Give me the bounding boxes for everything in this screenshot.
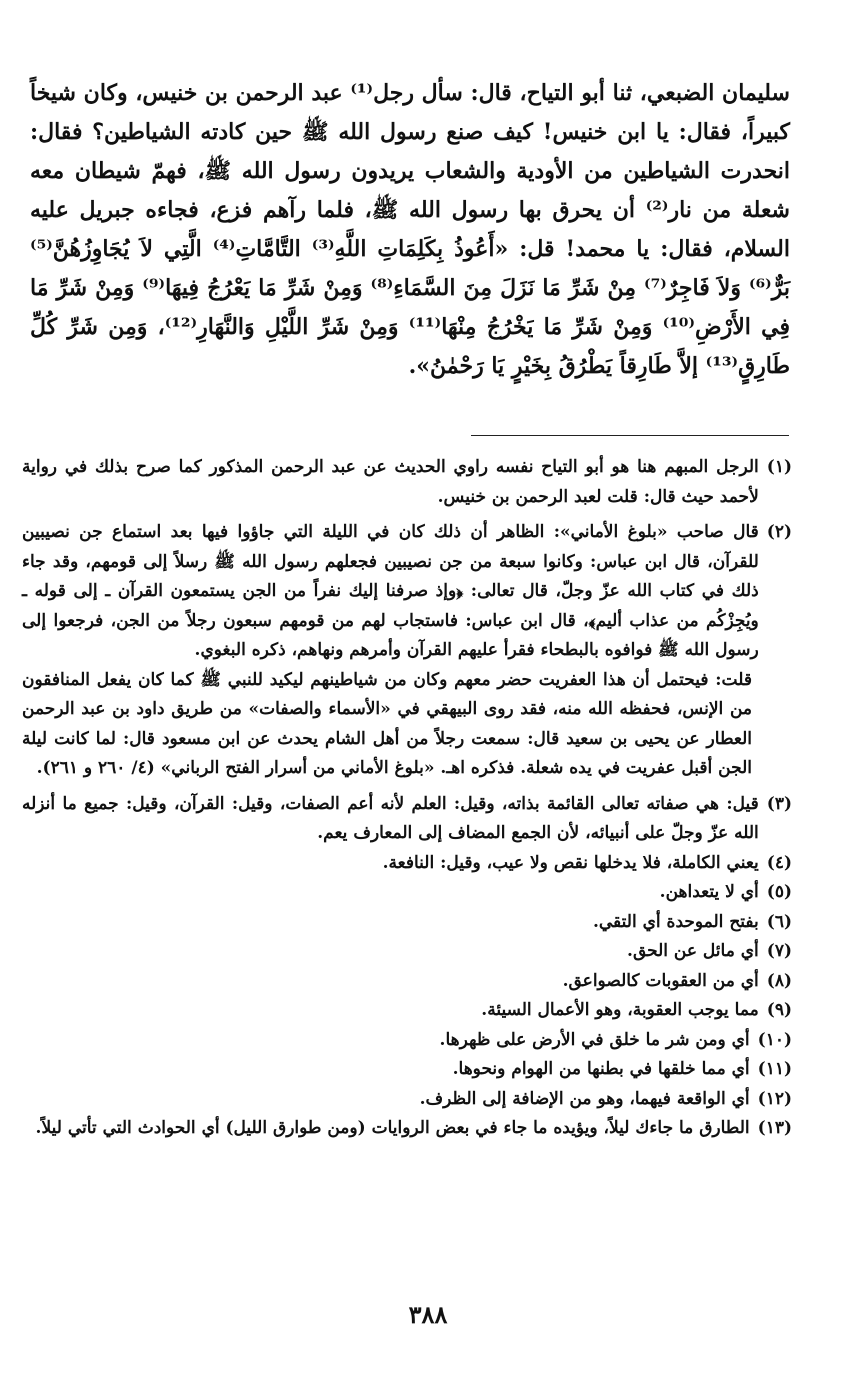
footnote-12 bbox=[22, 1085, 792, 1115]
footnote-number: (٩) bbox=[766, 1000, 792, 1020]
footnote-11 bbox=[22, 1055, 792, 1085]
footnote-text: أي لا يتعداهن. bbox=[659, 882, 759, 902]
footnote-10 bbox=[22, 1026, 792, 1056]
footnote-text: أي من العقوبات كالصواعق. bbox=[562, 970, 759, 991]
footnote-9 bbox=[22, 996, 792, 1026]
footnote-5 bbox=[22, 878, 792, 908]
footnote-13 bbox=[22, 1114, 792, 1144]
footnote-2 bbox=[22, 518, 792, 666]
footnote-8 bbox=[22, 967, 792, 997]
footnote-text: أي مما خلقها في بطنها من الهوام ونحوها. bbox=[452, 1059, 750, 1079]
footnote-number: (١٣) bbox=[757, 1118, 792, 1138]
footnote-text: أي الواقعة فيهما، وهو من الإضافة إلى الظرف. bbox=[419, 1088, 750, 1109]
footnote-2-continuation: قلت: فيحتمل أن هذا العفريت حضر معهم وكان من شياطينهم ليكيد للنبي ﷺ كما كان يفعل المنافقون من الإنس، فحفظه الله منه، فقد روى البيهقي في «الأسماء والصفات» من طريق داود بن عبد الرحمن العطار عن يحيى بن سعيد قال: سمعت رجلاً من أهل الشام يحدث عن ابن مسعود قال: لما كانت ليلة الجن أقبل عفريت في يده شعلة. فذكره اهـ. «بلوغ الأماني من أسرار الفتح الرباني» (٤/ ٢٦٠ و ٢٦١). bbox=[22, 669, 752, 778]
footnote-text: يعني الكاملة، فلا يدخلها نقص ولا عيب، وقيل: النافعة. bbox=[382, 852, 759, 873]
footnote-text: مما يوجب العقوبة، وهو الأعمال السيئة. bbox=[481, 1000, 759, 1020]
footnote-number: (٨) bbox=[766, 970, 792, 991]
footnote-4 bbox=[22, 849, 792, 879]
footnote-number: (١٠) bbox=[757, 1029, 792, 1050]
footnote-7 bbox=[22, 937, 792, 967]
footnote-number: (٣) bbox=[766, 793, 792, 814]
footnote-text: الطارق ما جاءك ليلاً، ويؤيده ما جاء في بعض الروايات (ومن طوارق الليل) أي الحوادث التي تأتي ليلاً. bbox=[35, 1118, 750, 1138]
footnote-text: الرجل المبهم هنا هو أبو التياح نفسه راوي الحديث عن عبد الرحمن المذكور كما صرح بذلك في رواية لأحمد حيث قال: قلت لعبد الرحمن بن خنيس. bbox=[22, 457, 759, 507]
footnote-number: (١) bbox=[766, 457, 792, 477]
footnote-number: (٤) bbox=[766, 852, 792, 873]
footnote-number: (١٢) bbox=[757, 1088, 792, 1109]
page-number: ٣٨٨ bbox=[408, 1300, 448, 1329]
footnote-3 bbox=[22, 790, 792, 849]
footnote-6 bbox=[22, 908, 792, 938]
footnote-divider bbox=[471, 435, 789, 436]
footnote-number: (١١) bbox=[757, 1059, 792, 1079]
footnotes bbox=[22, 453, 792, 1144]
hadith-text bbox=[30, 74, 790, 386]
footnote-number: (٧) bbox=[766, 941, 792, 961]
footnote-text: قال صاحب «بلوغ الأماني»: الظاهر أن ذلك كان في الليلة التي جاؤوا فيها بعد استماع جن نصيبين للقرآن، قال ابن عباس: وكانوا سبعة من جن نصيبين فجعلهم رسول الله ﷺ رسلاً إلى قومهم، وقد جاء ذلك في كتاب الله عزّ وجلّ، قال تعالى: ﴿وإذ صرفنا إليك نفراً من الجن يستمعون القرآن ـ إلى قوله ـ ويُجِزْكُم من عذاب أليم﴾، قال ابن عباس: فاستجاب لهم من قومهم سبعون رجلاً من الجن، فرجعوا إلى رسول الله ﷺ فوافوه بالبطحاء فقرأ عليهم القرآن وأمرهم ونهاهم، ذكره البغوي. bbox=[22, 522, 759, 660]
footnote-text: قيل: هي صفاته تعالى القائمة بذاته، وقيل: العلم لأنه أعم الصفات، وقيل: القرآن، وقيل: جميع ما أنزله الله عزّ وجلّ على أنبيائه، لأن الجمع المضاف إلى المعارف يعم. bbox=[22, 793, 759, 843]
footnote-number: (٦) bbox=[766, 911, 792, 932]
footnote-text: أي مائل عن الحق. bbox=[627, 941, 759, 961]
footnote-text: أي ومن شر ما خلق في الأرض على ظهرها. bbox=[439, 1029, 750, 1050]
footnote-text: بفتح الموحدة أي التقي. bbox=[592, 911, 759, 932]
footnote-number: (٥) bbox=[766, 882, 792, 902]
footnote-number: (٢) bbox=[766, 522, 792, 542]
main-paragraph: سليمان الضبعي، ثنا أبو التياح، قال: سأل رجل⁽¹⁾ عبد الرحمن بن خنيس، وكان شيخاً كبيراً، فقال: يا ابن خنيس! كيف صنع رسول الله ﷺ حين كادته الشياطين؟ فقال: انحدرت الشياطين من الأودية والشعاب يريدون رسول الله ﷺ، فهمّ شيطان معه شعلة من نار⁽²⁾ أن يحرق بها رسول الله ﷺ، فلما رآهم فزع، فجاءه جبريل عليه السلام، فقال: يا محمد! قل: «أَعُوذُ بِكَلِمَاتِ اللَّهِ⁽³⁾ التَّامَّاتِ⁽⁴⁾ الَّتِي لاَ يُجَاوِزُهُنَّ⁽⁵⁾ بَرٌّ⁽⁶⁾ وَلاَ فَاجِرٌ⁽⁷⁾ مِنْ شَرِّ مَا نَزَلَ مِنَ السَّمَاءِ⁽⁸⁾ وَمِنْ شَرِّ مَا يَعْرُجُ فِيهَا⁽⁹⁾ وَمِنْ شَرِّ مَا فِي الأَرْضِ⁽¹⁰⁾ وَمِنْ شَرِّ مَا يَخْرُجُ مِنْهَا⁽¹¹⁾ وَمِنْ شَرِّ اللَّيْلِ وَالنَّهَارِ⁽¹²⁾، وَمِن شَرِّ كُلِّ طَارِقٍ⁽¹³⁾ إلاَّ طَارِقاً يَطْرُقُ بِخَيْرٍ يَا رَحْمٰنُ». bbox=[30, 80, 790, 379]
footnote-1 bbox=[22, 453, 792, 512]
